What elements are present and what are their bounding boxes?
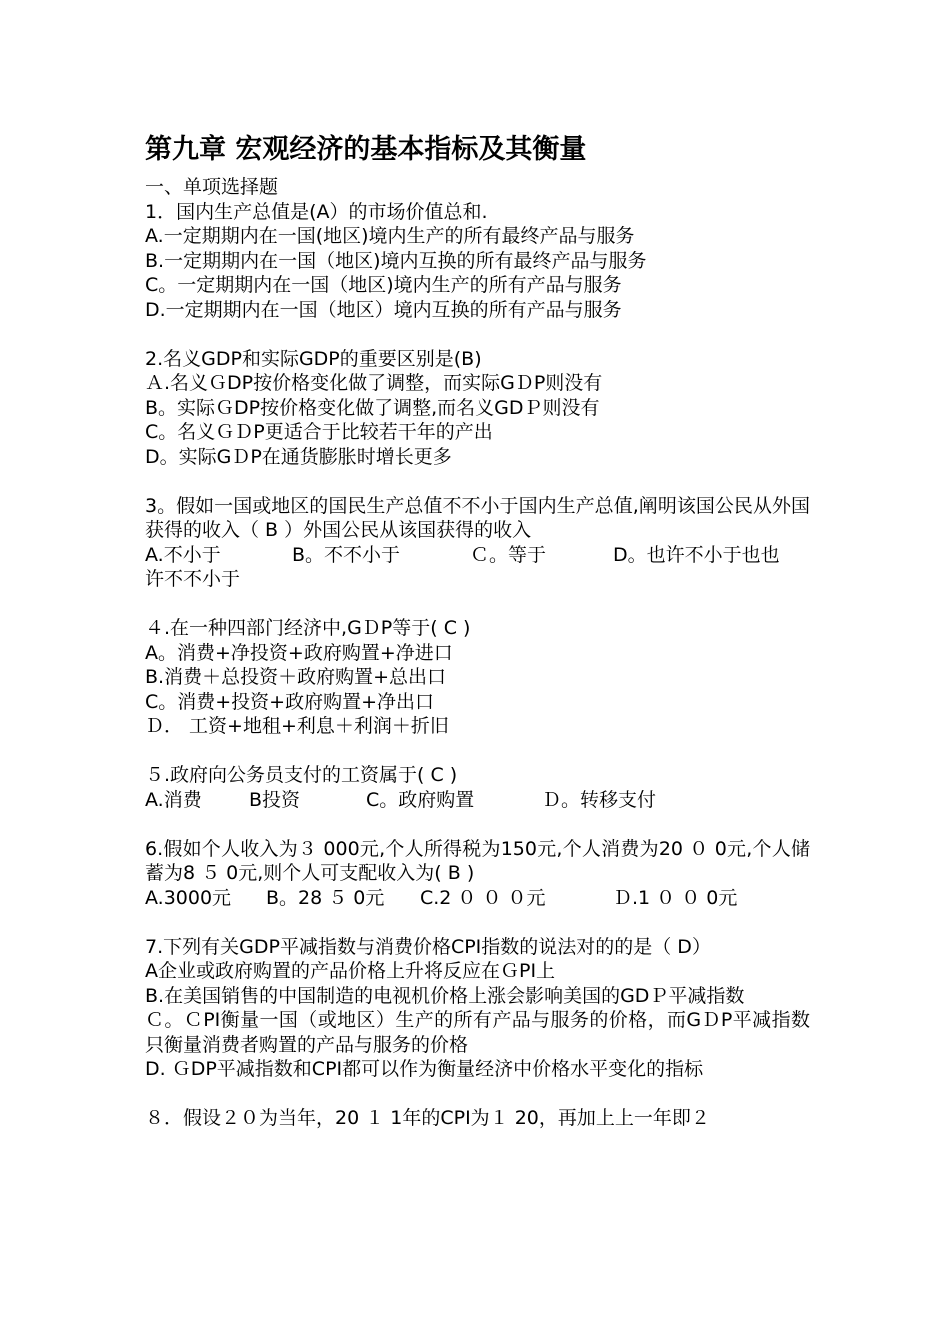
question-8 [145,1106,810,1131]
option-d: Ｄ． 工资+地租+利息＋利润＋折旧 [145,715,449,737]
question-stem: 1．国内生产总值是(A）的市场价值总和. [145,200,488,223]
question-6 [145,837,810,911]
option-c: C。消费+投资+政府购置+净出口 [145,690,435,713]
question-7 [145,935,810,1082]
option-b: B.在美国销售的中国制造的电视机价格上涨会影响美国的GDＰ平减指数 [145,984,745,1007]
option-d-text [145,543,810,592]
question-2 [145,347,810,470]
question-5 [145,763,810,812]
option-b: B。实际ＧDP按价格变化做了调整,而名义GDＰ则没有 [145,396,600,419]
option-b: B。28 ５ 0元 [266,886,385,909]
option-a: A.一定期期内在一国(地区)境内生产的所有最终产品与服务 [145,225,635,247]
option-c: Ｃ。等于 [470,543,547,566]
option-a: Ａ.名义ＧDP按价格变化做了调整，而实际GＤP则没有 [145,372,603,394]
option-a: A.不小于 [145,543,221,566]
option-d: Ｄ.1 ０ ０ 0元 [613,886,738,909]
options-row [145,886,810,911]
chapter-title: 第九章 宏观经济的基本指标及其衡量 [145,134,587,165]
question-stem: ８．假设２０为当年，20 １ 1年的CPI为１ 20，再加上上一年即２ [145,1107,710,1129]
option-b: B投资 [249,788,301,811]
question-3 [145,494,810,617]
option-a: A。消费+净投资+政府购置+净进口 [145,641,453,664]
option-b: B。不不小于 [292,543,401,566]
options-row [145,788,810,813]
question-stem: 3。假如一国或地区的国民生产总值不不小于国内生产总值,阐明该国公民从外国获得的收入（ B ）外国公民从该国获得的收入 [145,494,810,541]
option-a: A企业或政府购置的产品价格上升将反应在ＧPI上 [145,960,556,982]
question-stem: 7.下列有关GDP平减指数与消费价格CPI指数的说法对的的是（ D） [145,935,711,958]
question-stem: ４.在一种四部门经济中,GＤP等于( C ) [145,617,471,639]
question-4 [145,616,810,739]
option-c: C。政府购置 [366,788,475,811]
question-stem: 2.名义GDP和实际GDP的重要区别是(B) [145,347,482,370]
option-d-line-2: 许不不小于 [145,568,241,590]
option-b: B.一定期期内在一国（地区)境内互换的所有最终产品与服务 [145,249,647,272]
option-d: Ｄ。转移支付 [542,788,657,811]
option-d: D.一定期期内在一国（地区）境内互换的所有产品与服务 [145,298,622,321]
option-d: D. ＧDP平减指数和CPI都可以作为衡量经济中价格水平变化的指标 [145,1058,704,1080]
section-heading: 一、单项选择题 [145,176,279,198]
option-c: C.2 ０ ０ ０元 [420,886,546,909]
document-body [145,133,810,1155]
option-c: C。名义ＧＤP更适合于比较若干年的产出 [145,421,493,443]
option-d-line-1: D。也许不小于也也 [613,543,780,566]
option-c: Ｃ。ＣPI衡量一国（或地区）生产的所有产品与服务的价格，而GＤP平减指数只衡量消费者购置的产品与服务的价格 [145,1009,810,1056]
question-stem: 6.假如个人收入为３ 000元,个人所得税为150元,个人消费为20 ０ 0元,个人储蓄为8 ５ 0元,则个人可支配收入为( B ) [145,837,810,884]
option-a: A.消费 [145,788,202,811]
option-d: D。实际GＤP在通货膨胀时增长更多 [145,445,452,468]
option-b: B.消费＋总投资＋政府购置+总出口 [145,666,446,688]
question-1 [145,200,810,323]
option-a: A.3000元 [145,886,232,909]
question-stem: ５.政府向公务员支付的工资属于( C ) [145,764,458,786]
option-c: C。一定期期内在一国（地区)境内生产的所有产品与服务 [145,274,622,296]
